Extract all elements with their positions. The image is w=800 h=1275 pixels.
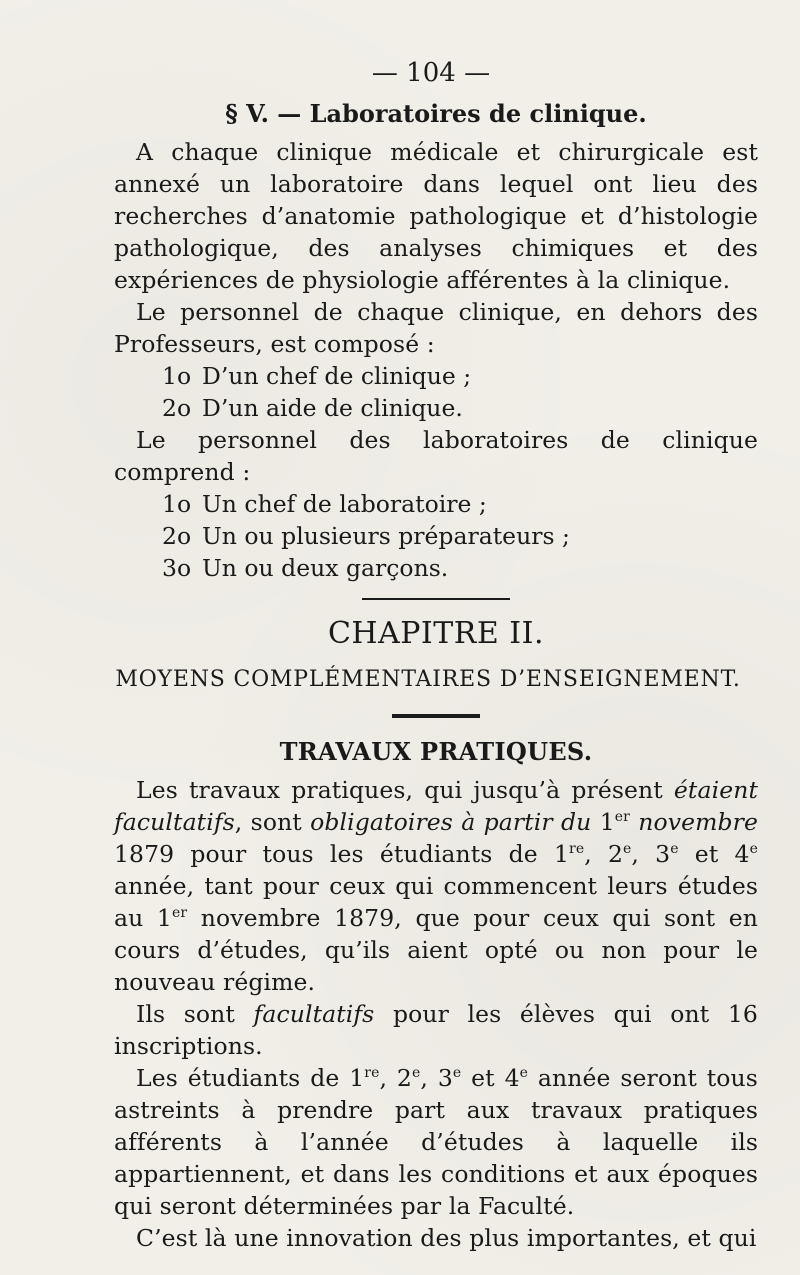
superscript: re: [569, 841, 585, 857]
lab-staff-list: [114, 488, 758, 584]
text-run: pour les élèves qui ont 16 inscriptions.: [114, 1000, 758, 1060]
paragraph-travaux-pratiques: [114, 774, 758, 998]
list-item-number: 1o: [162, 362, 192, 390]
list-item-text: D’un chef de clinique ;: [202, 362, 472, 390]
superscript: er: [171, 905, 188, 921]
list-item-text: Un ou deux garçons.: [202, 554, 449, 582]
text-run: 1: [591, 808, 615, 836]
paragraph-innovation: C’est là une innovation des plus importantes, et qui: [136, 1224, 757, 1252]
text-run: et 4: [678, 840, 750, 868]
text-run: et 4: [461, 1064, 520, 1092]
list-item-number: 1o: [162, 490, 192, 518]
text-run: , sont: [234, 808, 311, 836]
list-item-number: 3o: [162, 554, 192, 582]
paragraph-facultatifs: [114, 998, 758, 1062]
list-item-number: 2o: [162, 522, 192, 550]
subsection-heading: TRAVAUX PRATIQUES.: [279, 737, 593, 766]
list-item: [114, 360, 758, 392]
text-run: , 2: [379, 1064, 412, 1092]
superscript: e: [623, 841, 632, 857]
paragraph-etudiants: [114, 1062, 758, 1222]
list-item: [114, 488, 758, 520]
superscript: re: [364, 1065, 380, 1081]
text-run-italic: étaient facultatifs: [114, 776, 758, 836]
list-item: [114, 392, 758, 424]
superscript: e: [519, 1065, 529, 1081]
superscript: e: [452, 1065, 462, 1081]
text-run: Ils sont: [136, 1000, 254, 1028]
text-run-italic: facultatifs: [253, 1000, 375, 1028]
chapter-subtitle: MOYENS COMPLÉMENTAIRES D’ENSEIGNEMENT.: [115, 667, 741, 692]
text-run-italic: obligatoires à partir du: [310, 808, 592, 836]
text-run: 1879 pour tous les étudiants de 1: [114, 840, 570, 868]
text-run-italic: novembre: [629, 808, 758, 836]
superscript: e: [411, 1065, 421, 1081]
text-run: , 2: [584, 840, 624, 868]
list-item: [114, 552, 758, 584]
text-run: année, tant pour ceux qui commencent leurs études au 1: [114, 872, 758, 932]
text-run: année seront tous astreints à prendre part aux travaux pratiques afférents à l’année d’études à laquelle ils appartiennent, et dans les conditions et aux époques qui seront déterminées par la Faculté.: [114, 1064, 758, 1220]
superscript: er: [614, 809, 630, 825]
superscript: e: [749, 841, 758, 857]
list-item-text: D’un aide de clinique.: [202, 394, 463, 422]
list-item-text: Un chef de laboratoire ;: [202, 490, 487, 518]
text-run: Les travaux pratiques, qui jusqu’à présent: [136, 776, 674, 804]
chapter-divider: [392, 714, 480, 718]
section-divider: [362, 598, 510, 600]
paragraph-laboratoires: A chaque clinique médicale et chirurgicale est annexé un laboratoire dans lequel ont lieu des recherches d’anatomie pathologique et d’histologie pathologique, des analyses chimiques et des expériences de physiologie afférentes à la clinique.: [114, 138, 758, 294]
list-item: [114, 520, 758, 552]
text-run: Les étudiants de 1: [136, 1064, 365, 1092]
text-run: , 3: [420, 1064, 453, 1092]
chapter-title: CHAPITRE II.: [327, 616, 545, 651]
list-item-number: 2o: [162, 394, 192, 422]
superscript: e: [670, 841, 679, 857]
paragraph-personnel-clinique: Le personnel de chaque clinique, en dehors des Professeurs, est composé :: [114, 298, 758, 358]
clinic-staff-list: [114, 360, 758, 424]
page-number: — 104 —: [371, 58, 491, 88]
text-run: , 3: [631, 840, 671, 868]
text-run: novembre 1879, que pour ceux qui sont en cours d’études, qu’ils aient opté ou non pour le nouveau régime.: [114, 904, 758, 996]
paragraph-personnel-laboratoires: Le personnel des laboratoires de clinique comprend :: [114, 426, 758, 486]
section-heading: § V. — Laboratoires de clinique.: [225, 99, 647, 128]
list-item-text: Un ou plusieurs préparateurs ;: [202, 522, 570, 550]
